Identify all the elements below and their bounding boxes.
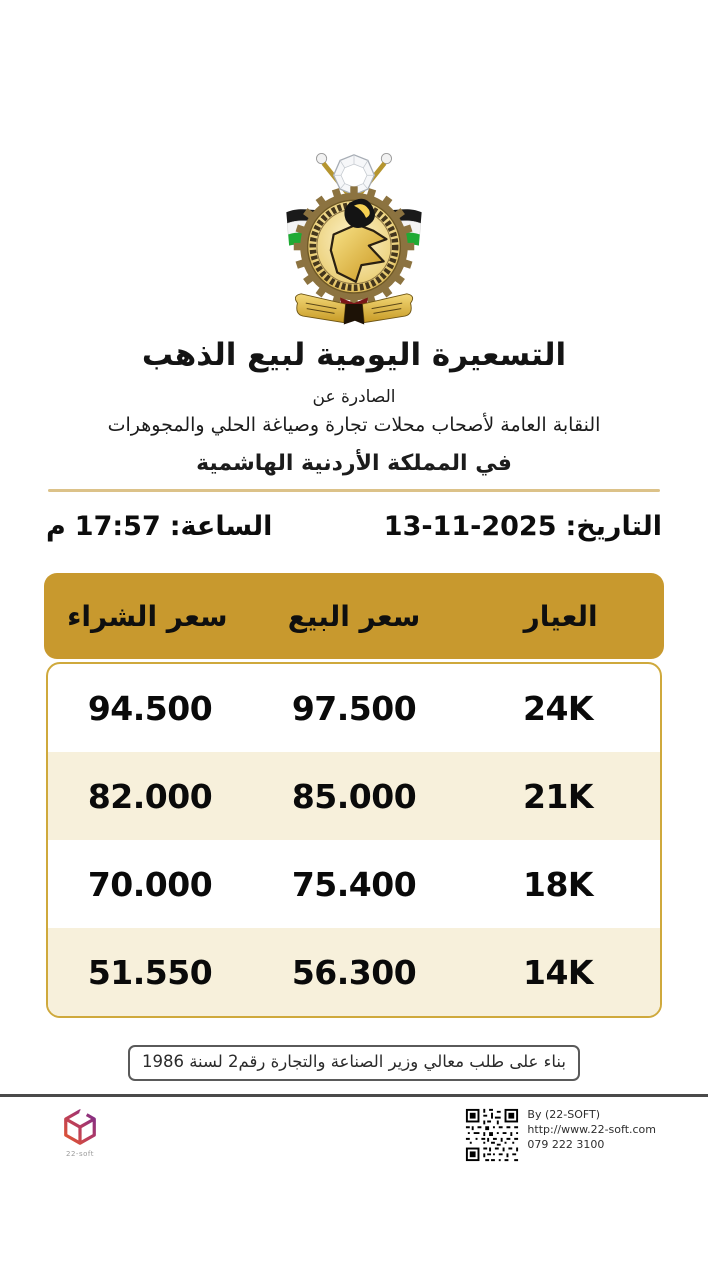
price-table-header [44, 573, 664, 659]
gold-divider [48, 489, 660, 492]
buy-price-value: 94.500 [87, 688, 213, 728]
credit-website[interactable]: http://www.22-soft.com [527, 1123, 656, 1136]
sell-price-value: 85.000 [291, 776, 417, 816]
table-row-18k [48, 840, 660, 928]
table-row-24k [48, 664, 660, 752]
maker-logo [52, 1107, 108, 1158]
table-row-21k [48, 752, 660, 840]
buy-price-value: 51.550 [87, 952, 213, 992]
maker-caption: 22-soft [66, 1150, 94, 1158]
karat-value: 18K [523, 864, 593, 904]
karat-value: 24K [523, 688, 593, 728]
date-label: التاريخ: [565, 511, 662, 542]
karat-value: 14K [523, 952, 593, 992]
datetime-row [0, 507, 708, 547]
time-label: الساعة: [169, 511, 273, 542]
buy-price-value: 82.000 [87, 776, 213, 816]
syndicate-emblem-icon [275, 140, 433, 330]
column-sell-price: سعر البيع [287, 599, 421, 633]
column-karat: العيار [523, 599, 598, 633]
date-field [384, 507, 662, 547]
price-table-body [46, 662, 662, 1018]
karat-value: 21K [523, 776, 593, 816]
buy-price-value: 70.000 [87, 864, 213, 904]
time-suffix: م [46, 511, 66, 542]
organization-line: النقابة العامة لأصحاب محلات تجارة وصياغة الحلي والمجوهرات [107, 414, 601, 436]
credit-byline: By (22-SOFT) [527, 1108, 601, 1121]
credit-phone: 079 222 3100 [527, 1138, 605, 1151]
legal-note: بناء على طلب معالي وزير الصناعة والتجارة رقم2 لسنة 1986 [128, 1045, 580, 1081]
country-line: في المملكة الأردنية الهاشمية [196, 451, 512, 476]
credit-block [464, 1107, 656, 1163]
column-buy-price: سعر الشراء [67, 599, 228, 633]
page-title: التسعيرة اليومية لبيع الذهب [141, 337, 567, 373]
footer [0, 1097, 708, 1163]
sell-price-value: 75.400 [291, 864, 417, 904]
issued-by-line: الصادرة عن [312, 387, 396, 407]
sell-price-value: 56.300 [291, 952, 417, 992]
time-field [46, 507, 272, 547]
table-row-14k [48, 928, 660, 1016]
time-value: 17:57 [74, 511, 161, 542]
qr-code-icon[interactable] [464, 1107, 520, 1163]
date-value: 13-11-2025 [383, 511, 557, 542]
cube-logo-icon [61, 1107, 99, 1149]
sell-price-value: 97.500 [291, 688, 417, 728]
